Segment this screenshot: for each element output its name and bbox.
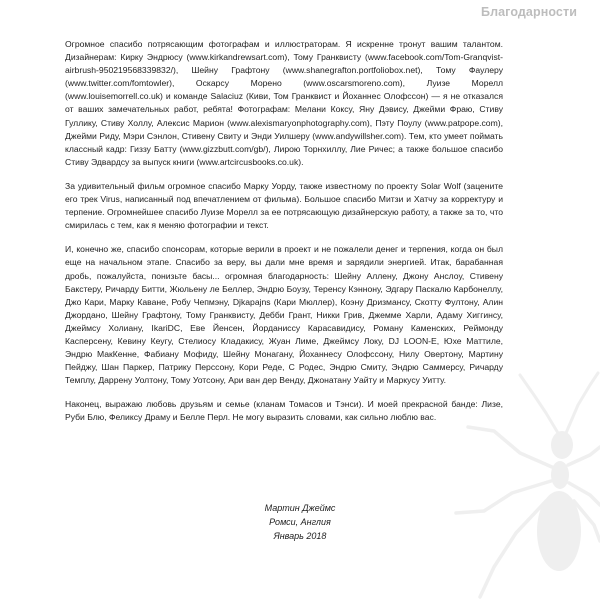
signature-date: Январь 2018 [273,531,327,541]
acknowledgements-body [65,38,503,436]
section-title: Благодарности [481,5,577,19]
paragraph-sponsors: И, конечно же, спасибо спонсорам, которые верили в проект и не пожалели денег и терпения, когда он был еще на начальном этапе. Спасибо за веру, вы дали мне время и зарядили энергией. Итак, барабанная дробь, пожалуйста, понизьте басы... огромная благодарность: Шейну Аллену, Джону Анслоу, Стивену Бакстеру, Ричарду Битти, Жюльену ле Беллер, Эндрю Боузу, Теренсу Кэннону, Эдгару Паскалю Карбонеллу, Джо Кари, Марку Каване, Робу Чепмэну, Djkapajns (Кари Мюллер), Коэну Дризмансу, Скотту Фултону, Алин Джордано, Шейну Графтону, Тому Гранквисту, Дебби Грант, Никки Грив, Джемме Харли, Адаму Хиггинсу, Джеймсу Холиану, IkariDC, Еве Йенсен, Йорданиссу Карасавидису, Роману Каменских, Реймонду Касперсену, Кевину Кеугу, Стелиосу Кладакису, Жуан Лиме, Джеймсу Локу, DJ LOON-E, Юхе Маттиле, Эндрю МакКенне, Фабиану Мофиду, Шейну Монагану, Йоханнесу Олофссону, Нилу Овертону, Мартину Пейджу, Шан Паркер, Патрику Перссону, Кори Реде, С Родес, Эндрю Смиту, Эндрю Саммерсу, Ричарду Темплу, Даррену Уолтону, Тому Уотсону, Ари ван дер Венду, Джонатану Уайту и Маркусу Уитту. [65,244,503,386]
paragraph-film: За удивительный фильм огромное спасибо Марку Уорду, также известному по проекту Solar Wolf (зацените его трек Virus, написанный под впечатлением от фильма). Большое спасибо Митзи и Хатчу за корректуру и терпение. Огромнейшее спасибо Луизе Морелл за ее потрясающую дизайнерскую работу, а также за то, что смирилась с тем, как я меняю фотографии и текст. [65,180,503,231]
paragraph-family: Наконец, выражаю любовь друзьям и семье (кланам Томасов и Тэнси). И моей прекрасной банде: Лизе, Руби Блю, Феликсу Драму и Белле Перл. Не могу выразить словами, как сильно люблю вас. [65,399,503,423]
author-name: Мартин Джеймс [264,503,336,513]
author-place: Ромси, Англия [269,517,331,527]
paragraph-artists: Огромное спасибо потрясающим фотографам и иллюстраторам. Я искренне тронут вашим талантом. Дизайнерам: Кирку Эндрюсу (www.kirkandrewsart.com), Тому Гранквисту (www.facebook.com/Tom-Granqvist-airbrush-950219568339832/), Шейну Графтону (www.shanegrafton.portfoliobox.net), Тому Фаулеру (www.twitter.com/fomtowler), Оскарсу Морено (www.oscarsmoreno.com), Луизе Морелл (www.louisemorrell.co.uk) и команде Salaciuz (Киви, Том Гранквист и Йоханнес Олофссон) — я не отказался от ваших замечательных работ, ребята! Фотографам: Мелани Коксу, Яну Дэвису, Джейми Фраю, Стиву Гуллику, Стиву Холлу, Алексис Марион (www.alexismaryonphotography.com), Пэту Поулу (www.patpope.com), Джейми Риду, Мэри Сэнлон, Стивену Свиту и Энди Уилшеру (www.andywillsher.com). Тем, кто умеет поймать классный кадр: Гиззу Батту (www.gizzbutt.com/gb/), Лирою Торнхиллу, Лие Ричес; а также большое спасибо Стиву Эдвардсу за выпуск книги (www.artcircusbooks.co.uk). [65,39,503,167]
page-header [0,0,600,26]
signature-block [0,501,600,543]
